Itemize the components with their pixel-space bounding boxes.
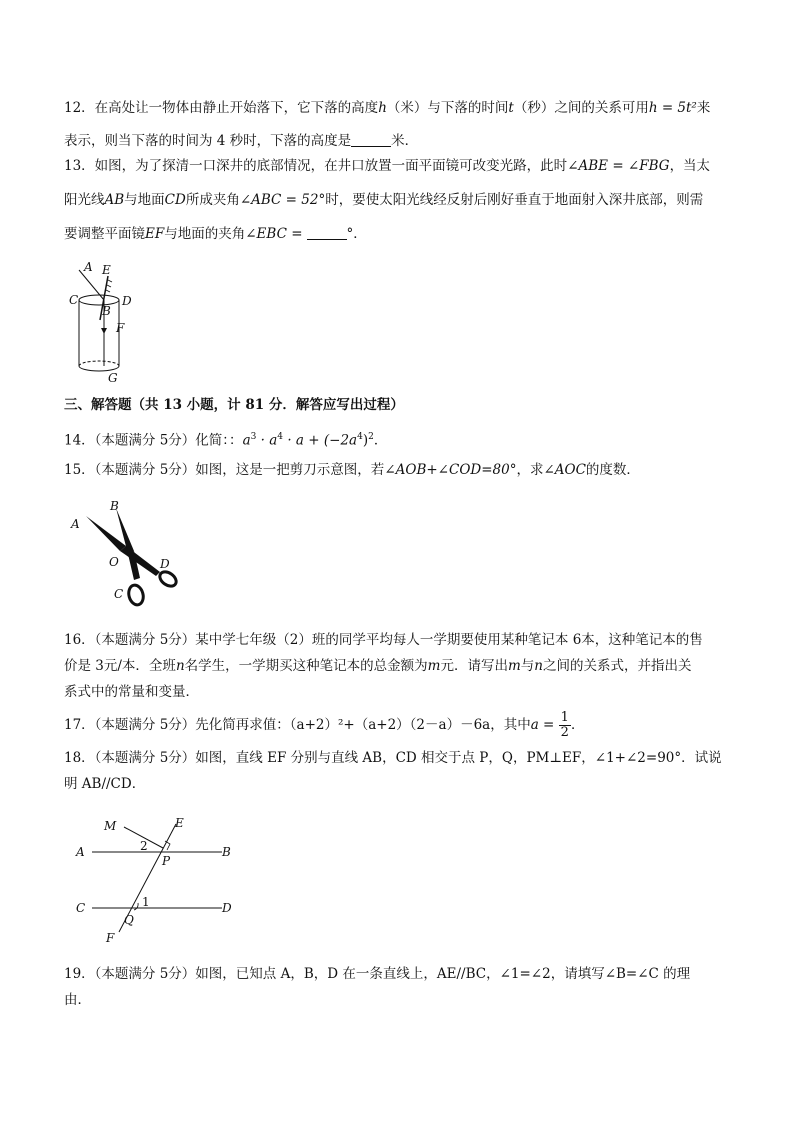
q13-text-b: ，当太 (669, 158, 711, 174)
var-m: m (427, 658, 441, 674)
q14-outer-exp: 2 (368, 432, 374, 442)
q14-inner-exp: 4 (357, 432, 363, 442)
fraction-one-half (559, 711, 571, 740)
label-e: E (175, 816, 184, 830)
q14-paren: (−2a (323, 432, 358, 449)
q13-text-g: 要调整平面镜 (64, 226, 145, 242)
q12-text-a: 12．在高处让一物体由静止开始落下，它下落的高度 (64, 100, 379, 116)
label-g: G (108, 371, 118, 384)
well-mirror-figure (64, 258, 154, 384)
q12-text-e: 表示，则当下落的时间为 4 秒时，下落的高度是 (64, 133, 352, 149)
q15-formula: ∠AOB+∠COD=80° (384, 462, 517, 478)
q14-mid: · a + (283, 432, 324, 449)
question-13-line-2 (64, 190, 736, 210)
question-13-line-1 (64, 156, 736, 176)
q14-exp-4: 4 (277, 432, 284, 442)
question-12-line-1 (64, 98, 736, 118)
q13-formula-2: ∠ABC = 52° (239, 192, 326, 208)
label-d: D (160, 557, 170, 571)
label-d: D (122, 294, 132, 308)
q13-text-f: 时，要使太阳光线经反射后刚好垂直于地面射入深井底部，则需 (325, 192, 704, 208)
q13-formula-3: ∠EBC = (245, 226, 303, 242)
label-f: F (116, 321, 125, 335)
label-f: F (106, 931, 115, 945)
scissors-figure (64, 496, 194, 612)
q14-end: ． (373, 432, 388, 449)
line-ab: AB (104, 192, 125, 208)
section-3-heading: 三、解答题（共 13 小题，计 81 分．解答应写出过程） (64, 397, 404, 413)
line-cd: CD (164, 192, 186, 208)
question-15 (64, 460, 640, 480)
q13-formula-1: ∠ABE = ∠FBG (567, 158, 670, 174)
answer-blank-13[interactable] (307, 225, 347, 240)
question-19-line-2: 由． (64, 992, 91, 1008)
label-angle-1: 1 (142, 895, 150, 909)
question-18-line-1: 18．（本题满分 5分）如图，直线 EF 分别与直线 AB，CD 相交于点 P，Q，PM⊥EF，∠1+∠2=90°．试说 (64, 750, 722, 766)
question-14 (64, 427, 387, 451)
q16-text-d: 与 (520, 658, 535, 674)
label-a: A (84, 260, 93, 274)
question-16-line-1: 16．（本题满分 5分）某中学七年级（2）班的同学平均每人一学期要使用某种笔记本 6本，这种笔记本的售 (64, 632, 703, 648)
q15-text-c: 的度数． (585, 462, 640, 478)
fraction-denominator: 2 (560, 725, 569, 740)
q12-text-b: （米）与下落的时间 (386, 100, 509, 116)
label-b: B (110, 499, 119, 513)
q13-text-d: 与地面 (124, 192, 165, 208)
q14-exp-3: 3 (250, 432, 257, 442)
q15-angle: ∠AOC (543, 462, 586, 478)
q13-text-a: 13．如图，为了探清一口深井的底部情况，在井口放置一面平面镜可改变光路，此时 (64, 158, 568, 174)
q15-text-a: 15．（本题满分 5分）如图，这是一把剪刀示意图，若 (64, 462, 385, 478)
q14-a2: a (269, 432, 278, 449)
label-c: C (69, 293, 79, 307)
q14-a1: a (242, 432, 251, 449)
q12-text-f: 米． (391, 133, 419, 149)
question-19-line-1: 19．（本题满分 5分）如图，已知点 A，B，D 在一条直线上，AE//BC，∠1=∠2，请填写∠B=∠C 的理 (64, 966, 691, 982)
question-16-line-3: 系式中的常量和变量． (64, 684, 199, 700)
label-a: A (76, 845, 85, 859)
q17-var-a: a = (530, 717, 555, 733)
var-n-2: n (534, 658, 543, 674)
q12-text-c: （秒）之间的关系可用 (513, 100, 649, 116)
line-ef: EF (145, 226, 165, 242)
q15-text-b: ，求 (516, 462, 544, 478)
label-a: A (71, 517, 80, 531)
var-n: n (175, 658, 185, 674)
q17-text: 17．（本题满分 5分）先化简再求值：（a+2）²+（a+2）（2－a）－6a，其中 (64, 717, 531, 733)
label-e: E (102, 263, 111, 277)
label-q: Q (124, 913, 134, 927)
var-h: h (378, 100, 387, 116)
var-t: t (508, 100, 514, 116)
parallel-lines-figure (64, 812, 244, 948)
q16-text-c: 元．请写出 (440, 658, 508, 674)
q14-close: ) (362, 432, 369, 449)
question-16-line-2 (64, 656, 691, 676)
question-13-line-3 (64, 224, 736, 244)
fraction-numerator: 1 (560, 710, 569, 725)
label-m: M (104, 819, 117, 833)
q17-end: ． (570, 717, 585, 733)
q13-text-e: 所成夹角 (185, 192, 240, 208)
q14-dot: · (256, 432, 270, 449)
label-p: P (162, 854, 171, 868)
question-12-line-2 (64, 131, 736, 151)
question-17 (64, 710, 584, 740)
q13-text-i: °． (346, 226, 367, 242)
label-o: O (109, 555, 119, 569)
q14-text: 14．（本题满分 5分）化简：： (64, 432, 243, 449)
q12-text-d: 来 (696, 100, 711, 116)
q12-formula: h = 5t² (648, 100, 697, 116)
answer-blank-12[interactable] (351, 132, 391, 147)
label-angle-2: 2 (140, 839, 148, 853)
label-b: B (222, 845, 231, 859)
label-b: B (102, 304, 111, 318)
q13-text-h: 与地面的夹角 (164, 226, 246, 242)
q16-text-b: 名学生，一学期买这种笔记本的总金额为 (184, 658, 428, 674)
var-m-2: m (507, 658, 521, 674)
label-d: D (222, 901, 232, 915)
q16-text-e: 之间的关系式，并指出关 (542, 658, 692, 674)
question-18-line-2: 明 AB//CD． (64, 776, 146, 792)
label-c: C (114, 587, 124, 601)
q13-text-c: 阳光线 (64, 192, 105, 208)
q16-text-a: 价是 3元/本．全班 (64, 658, 176, 674)
label-c: C (76, 901, 86, 915)
